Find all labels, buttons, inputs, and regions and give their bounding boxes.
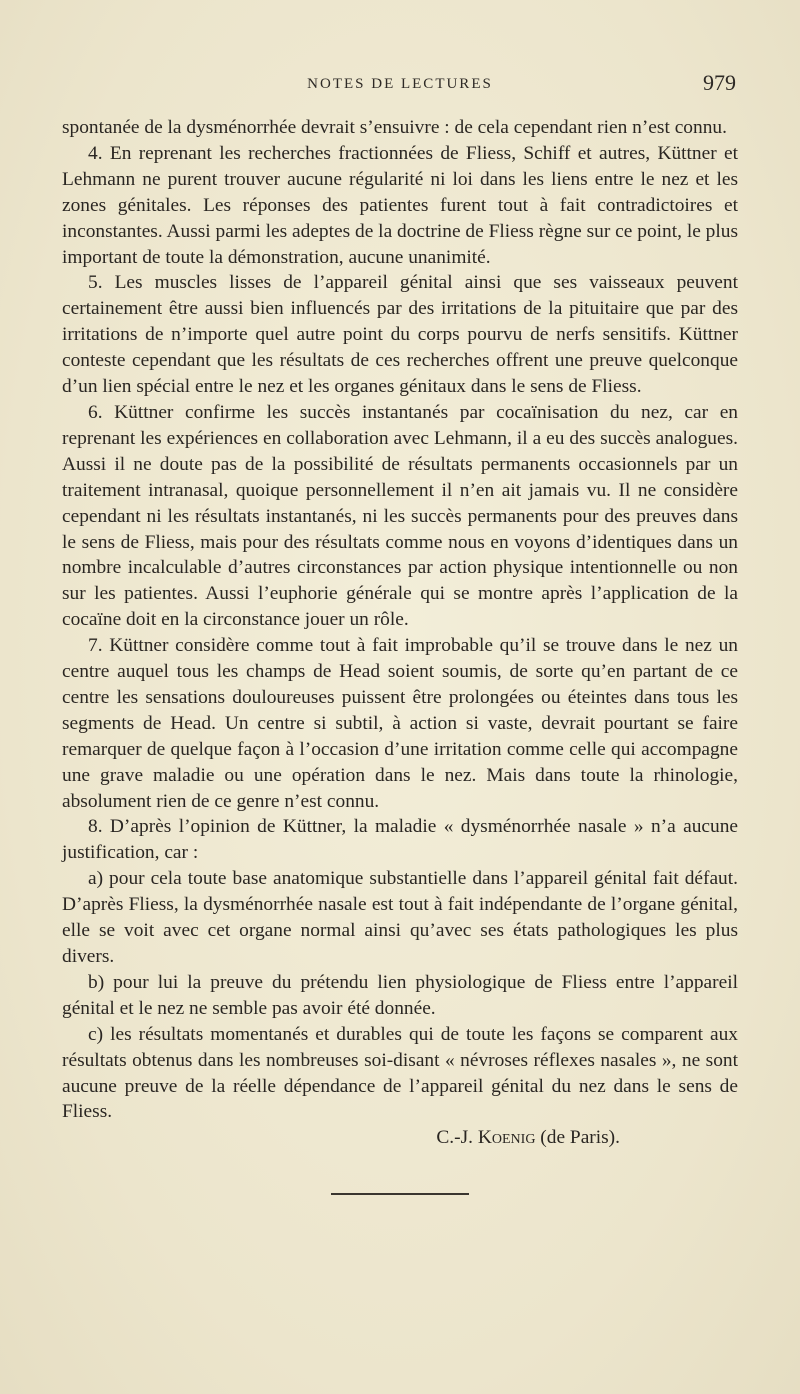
author-signature (62, 1125, 738, 1151)
paragraph-point-6: 6. Küttner confirme les succès instantanés par cocaïnisation du nez, car en reprenant les expériences en collaboration avec Lehmann, il a eu des succès analogues. Aussi il ne doute pas de la possibilité de résultats permanents occasionnels par un traitement intranasal, quoique personnellement il n’en ait jamais vu. Il ne considère cependant ni les résultats instantanés, ni les succès permanents pour des preuves dans le sens de Fliess, mais pour des résultats comme nous en voyons d’identiques dans un nombre incalculable d’autres circonstances par action physique intentionnelle ou non sur les patientes. Aussi l’euphorie générale qui se montre après l’application de la cocaïne doit en la circonstance jouer un rôle. (62, 401, 738, 631)
paragraph-point-8: 8. D’après l’opinion de Küttner, la maladie « dysménorrhée nasale » n’a aucune justification, car : (62, 816, 738, 864)
paragraph-point-4: 4. En reprenant les recherches fractionnées de Fliess, Schiff et autres, Küttner et Lehmann ne purent trouver aucune régularité ni loi dans les liens entre le nez et les zones génitales. Les réponses des patientes furent tout à fait contradictoires et inconstantes. Aussi parmi les adeptes de la doctrine de Fliess règne sur ce point, le plus important de toute la démonstration, aucune unanimité. (62, 142, 738, 268)
author-initials: C.-J. (436, 1127, 474, 1149)
page-header (62, 70, 738, 100)
section-end-rule (331, 1193, 469, 1195)
paragraph-point-8c: c) les résultats momentanés et durables qui de toute les façons se comparent aux résultats obtenus dans les nombreuses soi-disant « névroses réflexes nasales », ne sont aucune preuve de la réelle dépendance de l’appareil génital du nez dans le sens de Fliess. (62, 1023, 738, 1123)
paragraph-point-7: 7. Küttner considère comme tout à fait improbable qu’il se trouve dans le nez un centre auquel tous les champs de Head soient soumis, de sorte qu’en partant de ce centre les sensations douloureuses puissent être prolongées ou éteintes dans tous les segments de Head. Un centre si subtil, à action si vaste, devrait pourtant se faire remarquer de quelque façon à l’occasion d’une irritation comme celle qui accompagne une grave maladie ou une opération dans le nez. Mais dans toute la rhinologie, absolument rien de ce genre n’est connu. (62, 635, 738, 812)
paragraph-continuation: spontanée de la dysménorrhée devrait s’ensuivre : de cela cependant rien n’est connu. (62, 117, 727, 138)
paragraph-point-5: 5. Les muscles lisses de l’appareil génital ainsi que ses vaisseaux peuvent certainement être aussi bien influencés par des irritations de la pituitaire que par des irritations de n’importe quel autre point du corps pourvu de nerfs sensitifs. Küttner conteste cependant que les résultats de ces recherches offrent une preuve quelconque d’un lien spécial entre le nez et les organes génitaux dans le sens de Fliess. (62, 272, 738, 398)
author-name: Koenig (477, 1127, 536, 1149)
paragraph-point-8a: a) pour cela toute base anatomique substantielle dans l’appareil génital fait défaut. D’après Fliess, la dysménorrhée nasale est tout à fait indépendante de l’organe génital, elle se voit avec cet organe normal ainsi qu’avec ses états pathologiques les plus divers. (62, 868, 738, 967)
paragraph-point-8b: b) pour lui la preuve du prétendu lien physiologique de Fliess entre l’appareil génital et le nez ne semble pas avoir été donnée. (62, 971, 738, 1019)
body-text (62, 115, 738, 1151)
page-number: 979 (703, 70, 736, 95)
running-head: NOTES DE LECTURES (307, 76, 493, 92)
author-place: (de Paris). (540, 1127, 620, 1149)
